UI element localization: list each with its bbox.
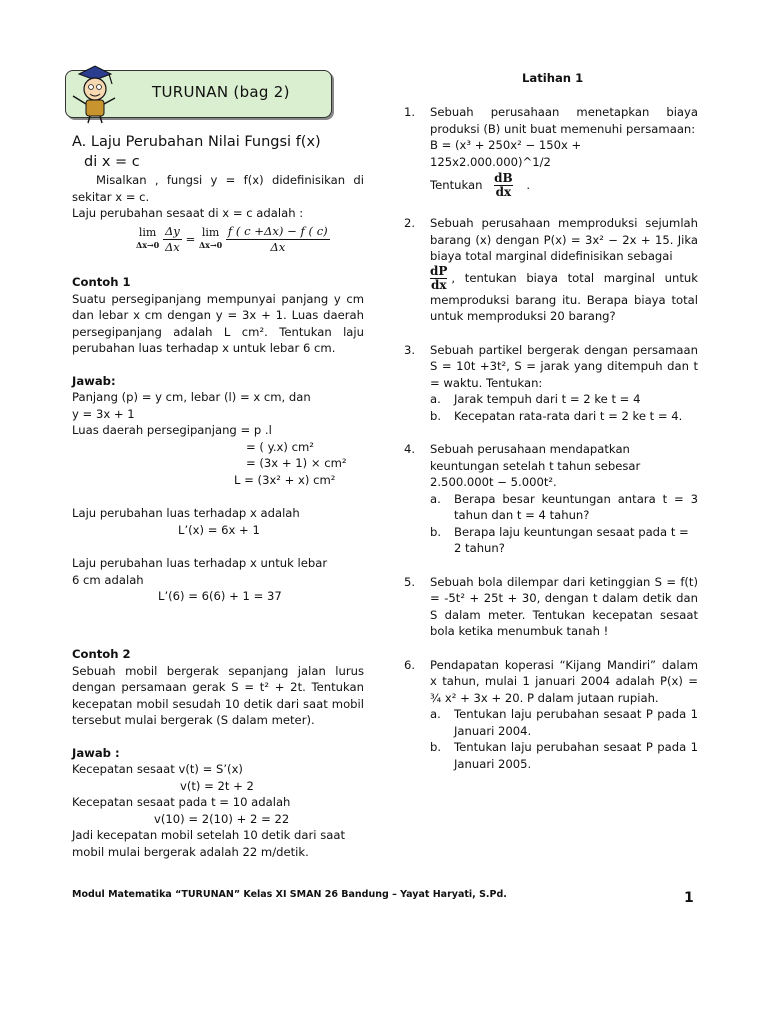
c1-line: L’(x) = 6x + 1 (178, 522, 260, 537)
sub-label: b. (430, 740, 442, 754)
exercise-end: . (526, 178, 531, 192)
section-a-intro: Misalkan , fungsi y = f(x) didefinisikan di sekitar x = c. (72, 173, 364, 204)
sub-label: a. (430, 392, 441, 406)
lim-sub: Δx→0 (136, 240, 160, 250)
exercise-text: Sebuah perusahaan memproduksi sejumlah barang (x) dengan P(x) = 3x² − 2x + 15. Jika biaya total marginal didefinisikan sebagai (430, 216, 698, 263)
section-a-heading: A. Laju Perubahan Nilai Fungsi f(x) (72, 134, 321, 150)
c1-line: L = (3x² + x) cm² (234, 472, 336, 487)
exercise-6 (404, 657, 698, 773)
formula-eq: = (185, 231, 196, 246)
exercise-number: 2. (404, 216, 416, 230)
exercise-text: Sebuah bola dilempar dari ketinggian S = f(t) = -5t² + 25t + 30, dengan t dalam detik dan S dalam meter. Tentukan kecepatan sesaat bola ketika menumbuk tanah ! (430, 574, 698, 638)
lim-label: lim (138, 226, 157, 239)
exercise-5 (404, 574, 698, 640)
formula-den2: Δx (270, 239, 286, 254)
sub-label: a. (430, 491, 441, 506)
c1-line: Luas daerah persegipanjang = p .l (72, 423, 272, 437)
exercise-number: 3. (404, 342, 416, 357)
page-number: 1 (684, 890, 694, 906)
contoh-2-text: Sebuah mobil bergerak sepanjang jalan lurus dengan persamaan gerak S = t² + 2t. Tentukan kecepatan mobil sesudah 10 detik dari saat mobil tersebut mulai bergerak (S dalam meter). (72, 663, 364, 727)
exercise-4b (430, 524, 698, 557)
sub-text: Berapa laju keuntungan sesaat pada t = 2 tahun? (454, 524, 689, 555)
sub-label: a. (430, 707, 441, 721)
exercise-text: Sebuah partikel bergerak dengan persamaan S = 10t +3t², S = jarak yang ditempuh dan t = waktu. Tentukan: (430, 342, 698, 390)
lim-label-2: lim (201, 226, 220, 239)
page-title: TURUNAN (bag 2) (152, 83, 290, 101)
c1-line: = ( y.x) cm² (246, 439, 314, 454)
exercise-3 (404, 342, 698, 425)
c1-line: L’(6) = 6(6) + 1 = 37 (158, 589, 282, 603)
formula-den1: Δx (164, 239, 180, 254)
sub-label: b. (430, 408, 442, 423)
exercise-formula: B = (x³ + 250x² − 150x + 125x2.000.000)^1/2 (430, 138, 582, 169)
c2-line: Kecepatan sesaat pada t = 10 adalah (72, 795, 291, 809)
exercise-1 (404, 104, 698, 199)
c2-line: v(t) = 2t + 2 (180, 778, 254, 793)
exercise-3b (430, 408, 698, 425)
contoh-1 (72, 274, 364, 605)
deriv-den: dx (430, 277, 447, 292)
deriv-den: dx (495, 185, 512, 199)
c1-line: Laju perubahan luas terhadap x untuk lebar (72, 556, 328, 570)
sub-text: Tentukan laju perubahan sesaat P pada 1 Januari 2005. (454, 740, 698, 771)
exercise-number: 6. (404, 657, 416, 672)
formula-num1: Δy (164, 223, 180, 238)
c1-line: Laju perubahan luas terhadap x adalah (72, 506, 300, 520)
c2-line: v(10) = 2(10) + 2 = 22 (154, 811, 290, 826)
exercise-number: 4. (404, 442, 416, 456)
section-a-heading-2: di x = c (84, 154, 140, 170)
contoh-2 (72, 646, 364, 860)
deriv-num: dP (430, 263, 448, 278)
formula-num2: f ( c +Δx) − f ( c) (227, 223, 328, 238)
exercise-6b (430, 739, 698, 772)
exercise-tentukan: Tentukan (430, 178, 483, 192)
c1-line: y = 3x + 1 (72, 406, 135, 421)
c1-line: = (3x + 1) × cm² (246, 456, 347, 470)
exercise-number: 5. (404, 574, 416, 589)
exercise-2 (404, 215, 698, 325)
contoh-2-jawab: Jawab : (72, 745, 120, 760)
deriv-num: dB (494, 171, 513, 185)
limit-formula (72, 224, 364, 260)
exercise-text: Sebuah perusahaan mendapatkan keuntungan setelah t tahun sebesar 2.500.000t − 5.000t². (430, 442, 641, 489)
sub-text: Berapa besar keuntungan antara t = 3 tahun dan t = 4 tahun? (454, 491, 698, 522)
footer-text: Modul Matematika “TURUNAN” Kelas XI SMAN 26 Bandung – Yayat Haryati, S.Pd. (72, 889, 507, 900)
exercise-6a (430, 706, 698, 739)
c1-line: 6 cm adalah (72, 572, 144, 587)
contoh-1-jawab: Jawab: (72, 373, 116, 388)
c2-line: Kecepatan sesaat v(t) = S’(x) (72, 762, 243, 776)
sub-text: Tentukan laju perubahan sesaat P pada 1 Januari 2004. (454, 707, 698, 738)
exercise-text-after: , tentukan biaya total marginal untuk memproduksi barang itu. Berapa biaya total untuk memproduksi 20 barang? (430, 270, 698, 323)
exercise-number: 1. (404, 105, 416, 119)
teacher-mascot-icon (65, 62, 121, 124)
latihan-title: Latihan 1 (522, 71, 584, 85)
sub-text: Kecepatan rata-rata dari t = 2 ke t = 4. (454, 408, 683, 423)
c1-line: Panjang (p) = y cm, lebar (l) = x cm, dan (72, 390, 311, 404)
c2-line: Jadi kecepatan mobil setelah 10 detik dari saat mobil mulai bergerak adalah 22 m/detik. (72, 828, 345, 859)
section-a (72, 132, 364, 260)
exercise-text: Pendapatan koperasi “Kijang Mandiri” dalam x tahun, mulai 1 januari 2004 adalah P(x) = ¾ x² + 3x + 20. P dalam jutaan rupiah. (430, 657, 698, 705)
exercise-text: Sebuah perusahaan menetapkan biaya produksi (B) unit buat memenuhi persamaan: (430, 105, 698, 136)
exercise-3a (430, 391, 698, 408)
section-a-intro-2: Laju perubahan sesaat di x = c adalah : (72, 206, 304, 220)
contoh-1-text: Suatu persegipanjang mempunyai panjang y cm dan lebar x cm dengan y = 3x + 1. Luas daerah persegipanjang adalah L cm². Tentukan laju perubahan luas terhadap x untuk lebar 6 cm. (72, 291, 364, 355)
sub-label: b. (430, 524, 442, 539)
sub-text: Jarak tempuh dari t = 2 ke t = 4 (454, 392, 641, 406)
contoh-1-title: Contoh 1 (72, 275, 131, 289)
exercise-4a (430, 491, 698, 524)
exercise-list (404, 104, 698, 772)
exercise-4 (404, 441, 698, 557)
contoh-2-title: Contoh 2 (72, 647, 131, 661)
lim-sub-2: Δx→0 (198, 240, 223, 250)
